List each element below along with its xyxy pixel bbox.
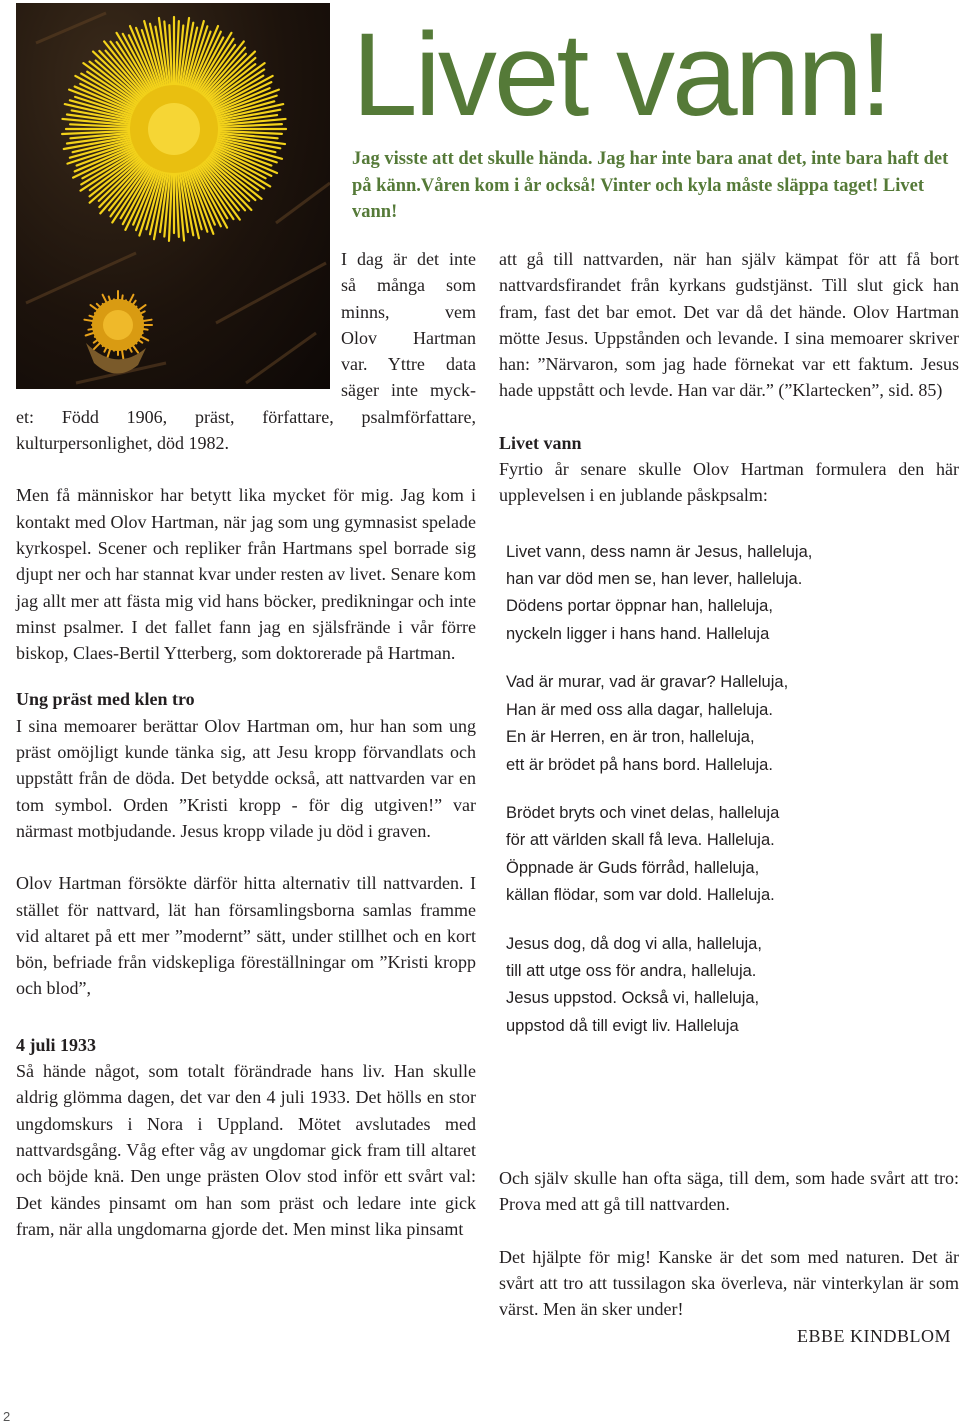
intro-tail: et: Född 1906, präst, författare, psalmförfattare, kulturpersonlighet, död 1982. [16, 406, 476, 454]
hymn-line: ett är brödet på hans bord. Halleluja. [506, 755, 773, 774]
hymn-line: Jesus uppstod. Också vi, halleluja, [506, 989, 760, 1008]
hymn-line: han var död men se, han lever, halleluja. [506, 570, 803, 589]
paragraph-communion: att gå till nattvarden, när han själv kämpat för att få bort nattvardsfirandet från kyrkans gudstjänst. Till slut gick han fram, fast det bar emot. Det var då det hände. Olov Hartman mötte Jesus. Uppstånden och levande. I sina memoarer skriver han: ”Närvaron, som jag hade förnekat var ett faktum. Jesus hade uppstått och levde. Han var där.” (”Klartecken”, sid. 85) [499, 249, 959, 401]
paragraph-hymn-intro: Fyrtio år senare skulle Olov Hartman formulera den här upplevelsen i en jublande påskpsalm: [499, 459, 959, 506]
hymn-line: till att utge oss för andra, halleluja. [506, 961, 757, 980]
intro-line: I dag är det inte [341, 249, 476, 269]
hymn-stanza [506, 800, 959, 910]
intro-line: Olov Hartman [341, 327, 476, 348]
hymn-line: En är Herren, en är tron, halleluja, [506, 728, 755, 747]
left-column [16, 246, 476, 1242]
paragraph-impact: Men få människor har betytt lika mycket för mig. Jag kom i kontakt med Olov Hartman, när jag som ung gymnasist spelade kyrkospel. Scener och repliker från Hartmans spel borrade sig djupt ner och har stannat kvar under resten av livet. Senare kom jag allt mer att fästa mig vid hans böcker, predikningar och inte minst psalmer. I det fallet fann jag en själsfrände i vår förre biskop, Claes-Bertil Ytterberg, som doktorerade på Hartman. [16, 485, 476, 664]
intro-line: var. Yttre data [341, 354, 476, 375]
hymn-line: Dödens portar öppnar han, halleluja, [506, 597, 773, 616]
intro-line: minns, vem [341, 301, 476, 322]
hymn-line: källan flödar, som var dold. Halleluja. [506, 886, 775, 905]
intro-paragraph [16, 246, 476, 456]
hymn-stanza [506, 669, 959, 779]
page-number: 2 [3, 1409, 11, 1424]
hymn-line: för att världen skall få leva. Halleluja. [506, 831, 775, 850]
paragraph-memoirs: I sina memoarer berättar Olov Hartman om, hur han som ung präst omöjligt kunde tänka sig, att Jesu kropp förvandlats och uppstått från de döda. Det betydde också, att nattvarden var en tom symbol. Orden ”Kristi kropp - för dig utgiven!” var närmast motbjudande. Jesus kropp vilade ju död i graven. [16, 715, 476, 841]
paragraph-nature: Det hjälpte för mig! Kanske är det som med naturen. Det är svårt att tro att tussilagon ska överleva, när vinterkylan är som värst. Men än sker under! [499, 1246, 959, 1320]
paragraph-alternative: Olov Hartman försökte därför hitta alternativ till nattvarden. I stället för nattvard, lät han församlingsborna samlas framme vid altaret på ett mer ”modernt” sätt, under stillhet och en kort bön, befriade från vidskepliga föreställningar om ”Kristi kropp och blod”, [16, 873, 476, 999]
hymn-line: Livet vann, dess namn är Jesus, halleluja, [506, 542, 813, 561]
hymn-line: nyckeln ligger i hans hand. Halleluja [506, 624, 770, 643]
page-title: Livet vann! [352, 9, 890, 141]
hymn-stanza [506, 539, 959, 649]
paragraph-advice: Och själv skulle han ofta säga, till dem, som hade svårt att tro: Prova med att gå till nattvarden. [499, 1168, 959, 1215]
heading-ung-prast: Ung präst med klen tro [16, 689, 195, 710]
heading-4-juli-1933: 4 juli 1933 [16, 1034, 97, 1055]
paragraph-nora: Så hände något, som totalt förändrade hans liv. Han skulle aldrig glömma dagen, det var den 4 juli 1933. Det hölls en stor ungdomskurs i Nora i Uppland. Mötet avslutades med nattvardsgång. Våg efter våg av ungdomar gick fram till altaret och böjde knä. Den unge prästen Olov stod inför ett svårt val: Det kändes pinsamt om han som präst och ledare inte gick fram, när alla ungdomarna gjorde det. Men minst lika pinsamt [16, 1061, 476, 1239]
hymn-line: Vad är murar, vad är gravar? Halleluja, [506, 673, 789, 692]
hymn-line: Jesus dog, då dog vi alla, halleluja, [506, 934, 762, 953]
easter-hymn [506, 539, 959, 1041]
hymn-line: Öppnade är Guds förråd, halleluja, [506, 858, 760, 877]
heading-livet-vann: Livet vann [499, 432, 582, 453]
intro-line: så många som [341, 275, 476, 296]
author-signature: EBBE KINDBLOM [797, 1325, 951, 1346]
lead-paragraph: Jag visste att det skulle hända. Jag har inte bara anat det, inte bara haft det på känn.Våren kom i år också! Vinter och kyla måste släppa taget! Livet vann! [352, 149, 949, 222]
hymn-line: Han är med oss alla dagar, halleluja. [506, 700, 773, 719]
right-column [499, 246, 959, 1349]
intro-line: säger inte myck- [341, 380, 476, 401]
hymn-line: Brödet bryts och vinet delas, halleluja [506, 803, 780, 822]
hymn-line: uppstod då till evigt liv. Halleluja [506, 1016, 739, 1035]
hymn-stanza [506, 931, 959, 1041]
